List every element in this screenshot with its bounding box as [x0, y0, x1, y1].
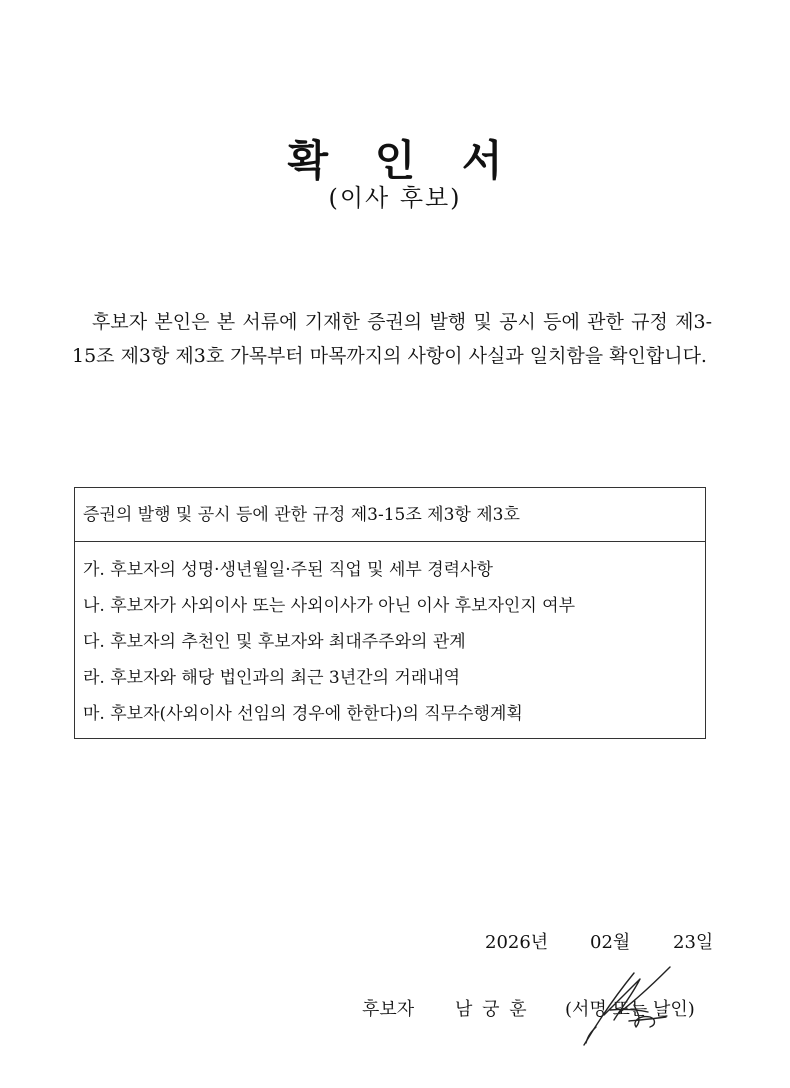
handwritten-signature — [574, 965, 684, 1050]
signature-mark-label: (서명 또는 날인) — [565, 999, 695, 1020]
document-title: 확 인 서 — [287, 136, 519, 185]
date-year: 2026년 — [485, 932, 549, 953]
date-month: 02월 — [590, 932, 631, 953]
regulation-box — [74, 487, 706, 739]
regulation-item: 나. 후보자가 사외이사 또는 사외이사가 아닌 이사 후보자인지 여부 — [83, 596, 576, 616]
regulation-item: 마. 후보자(사외이사 선임의 경우에 한한다)의 직무수행계획 — [83, 704, 523, 724]
regulation-item: 라. 후보자와 해당 법인과의 최근 3년간의 거래내역 — [83, 668, 461, 688]
date-day: 23일 — [673, 932, 714, 953]
regulation-item: 가. 후보자의 성명·생년월일·주된 직업 및 세부 경력사항 — [83, 560, 493, 580]
confirmation-statement: 후보자 본인은 본 서류에 기재한 증권의 발행 및 공시 등에 관한 규정 제3-15조 제3항 제3호 가목부터 마목까지의 사항이 사실과 일치함을 확인합니다. — [72, 311, 712, 367]
candidate-name: 남 궁 훈 — [455, 999, 529, 1020]
regulation-box-header: 증권의 발행 및 공시 등에 관한 규정 제3-15조 제3항 제3호 — [75, 488, 705, 542]
regulation-item: 다. 후보자의 추천인 및 후보자와 최대주주와의 관계 — [83, 632, 466, 652]
regulation-item-list — [75, 542, 705, 732]
candidate-label: 후보자 — [362, 999, 415, 1020]
document-subtitle: (이사 후보) — [328, 184, 462, 212]
